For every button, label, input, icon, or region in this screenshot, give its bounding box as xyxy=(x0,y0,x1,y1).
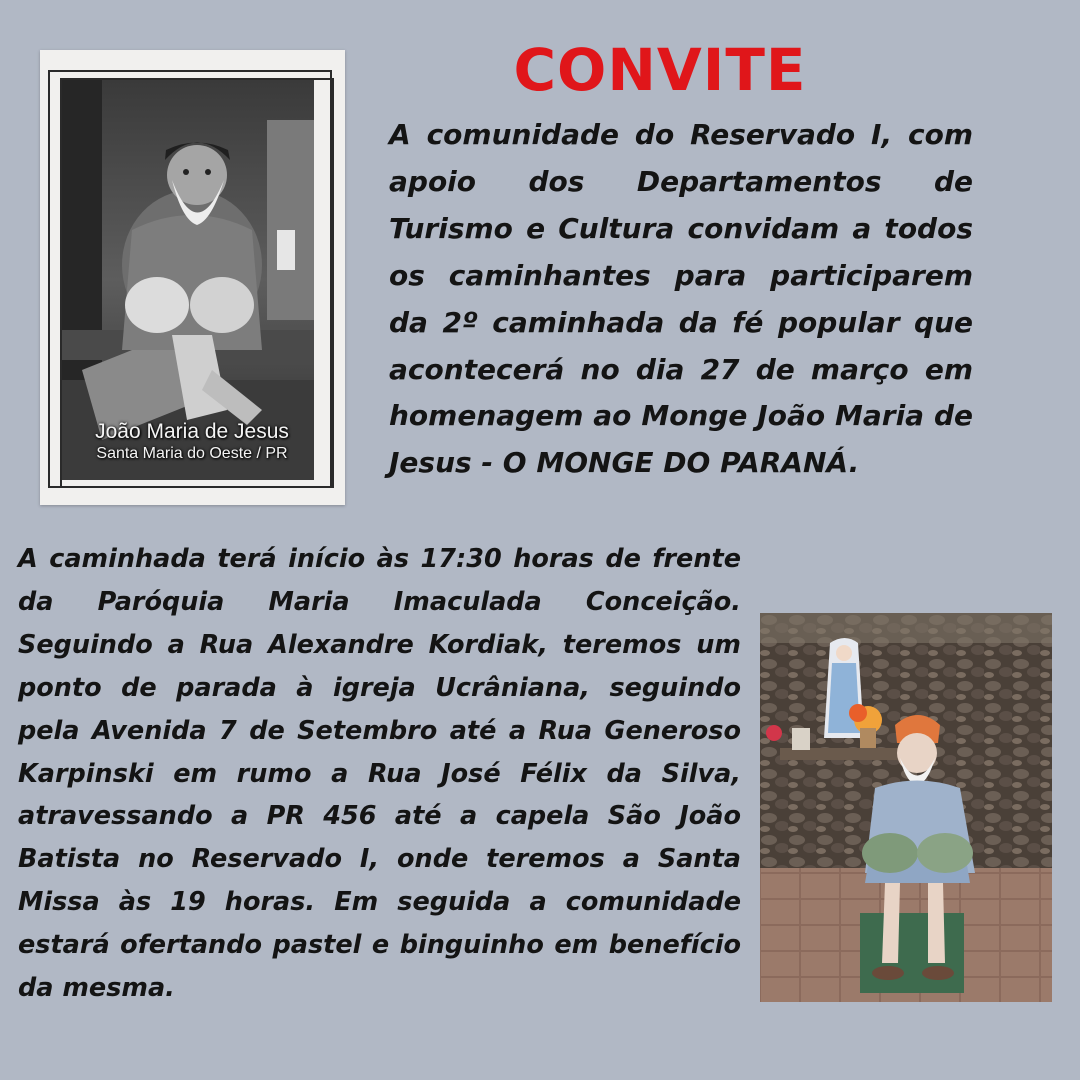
page-title: CONVITE xyxy=(513,36,807,104)
photo-caption-name: João Maria de Jesus xyxy=(95,420,289,443)
intro-paragraph: A comunidade do Reservado I, com apoio dos Departamentos de Turismo e Cultura convidam a todos os caminhantes para participarem da 2º caminhada da fé popular que acontecerá no dia 27 de março em homenagem ao Monge João Maria de Jesus - O MONGE DO PARANÁ. xyxy=(389,118,973,480)
photo-caption xyxy=(56,420,328,463)
statue-illustration xyxy=(760,613,1052,1002)
monk-photo-card xyxy=(40,50,345,505)
details-paragraph: A caminhada terá início às 17:30 horas de frente da Paróquia Maria Imaculada Conceição. Seguindo a Rua Alexandre Kordiak, teremos um ponto de parada à igreja Ucrâniana, seguindo pela Avenida 7 de Setembro até a Rua Generoso Karpinski em rumo a Rua José Félix da Silva, atravessando a PR 456 até a capela São João Batista no Reservado I, onde teremos a Santa Missa às 19 horas. Em seguida a comunidade estará ofertando pastel e binguinho em benefício da mesma. xyxy=(18,544,741,1004)
photo-caption-place: Santa Maria do Oeste / PR xyxy=(96,445,288,463)
statue-photo xyxy=(760,613,1052,1002)
